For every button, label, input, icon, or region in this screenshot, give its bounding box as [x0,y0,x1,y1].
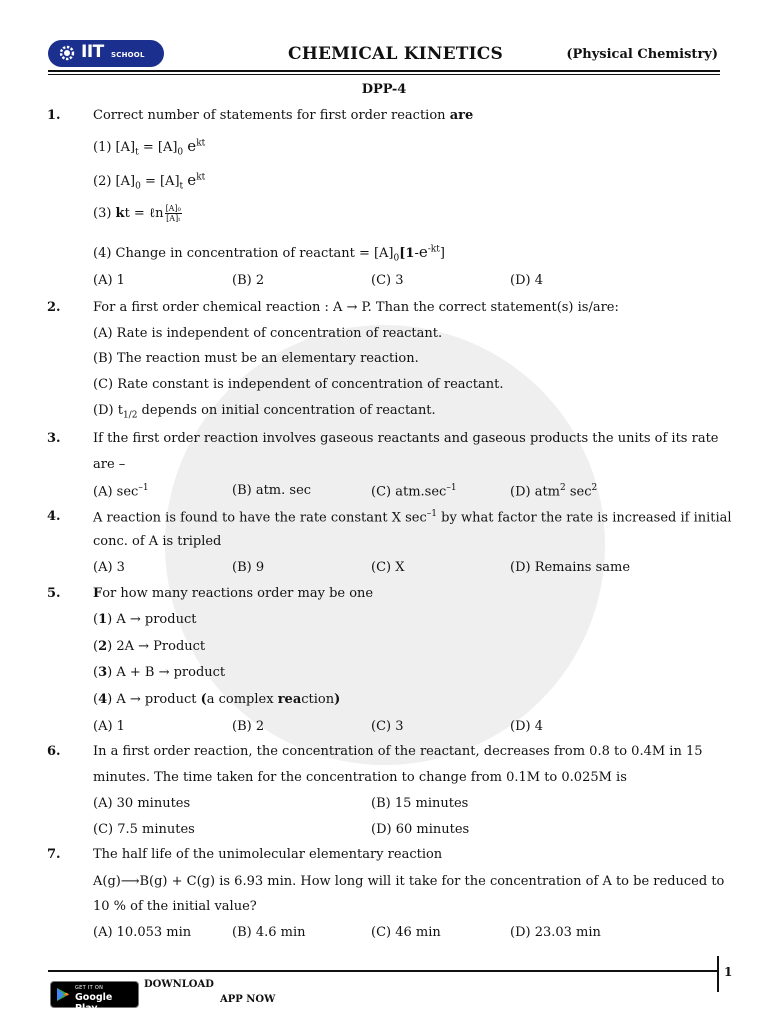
option-d: (D) 4 [510,719,543,734]
question-text: If the first order reaction involves gaseous reactants and gaseous products the units of its rate [93,431,719,446]
dpp-title: DPP-4 [361,82,407,97]
iit-school-logo [48,40,164,67]
question-text: For how many reactions order may be one [93,586,374,601]
page-title: CHEMICAL KINETICS [288,44,503,64]
statement-4: (4) A → product (a complex reaction) [93,692,341,707]
option-a: (A) 1 [93,273,125,288]
statement-1: (1) $[A]_t = [A]_0$ $e^{kt}$ [93,137,206,158]
option-a: (A) 30 minutes [93,796,191,811]
question-text: are – [93,457,126,472]
gear-icon [57,43,77,63]
option-a: (A) Rate is independent of concentration of reactant. [93,326,443,341]
option-b: (B) 2 [232,273,265,288]
question-text: Correct number of statements for first order reaction are [93,108,474,123]
question-text: 10 % of the initial value? [93,899,257,914]
logo-subtext: SCHOOL [111,51,145,59]
option-c: (C) 3 [371,273,404,288]
question-number: 3. [47,431,61,446]
app-now-label: APP NOW [220,994,276,1005]
google-play-badge[interactable] [50,981,139,1014]
option-b: (B) 4.6 min [232,925,306,940]
statement-1: (1) A → product [93,612,197,627]
question-text: For a first order chemical reaction : A → P. Than the correct statement(s) is/are: [93,300,619,315]
option-a: (A) $\sec^{-1}$ [93,483,149,500]
gplay-big-text: Google Play [75,992,113,1014]
download-label: DOWNLOAD [144,979,214,990]
option-c: (C) $atm.\sec^{-1}$ [371,483,457,500]
option-a: (A) 10.053 min [93,925,192,940]
option-c: (C) 3 [371,719,404,734]
question-text: conc. of A is tripled [93,534,222,549]
option-d: (D) 23.03 min [510,925,601,940]
option-b: (B) 2 [232,719,265,734]
option-b: (B) 9 [232,560,265,575]
question-text: A(g)⟶B(g) + C(g) is 6.93 min. How long will it take for the concentration of A to be reduced to [93,874,725,889]
question-text: A reaction is found to have the rate constant X $\sec^{-1}$ by what factor the rate is increased if initial [93,509,732,526]
question-number: 2. [47,300,61,315]
question-number: 5. [47,586,61,601]
header-rule-thin [48,74,720,75]
page-number: 1 [724,965,733,979]
question-number: 6. [47,744,61,759]
question-text: minutes. The time taken for the concentration to change from 0.1M to 0.025M is [93,770,627,785]
statement-2: (2) $[A]_0 = [A]_t$ $e^{kt}$ [93,171,206,192]
question-text: In a first order reaction, the concentration of the reactant, decreases from 0.8 to 0.4M in 15 [93,744,703,759]
option-c: (C) 7.5 minutes [93,822,195,837]
logo-text: IIT [81,42,104,62]
question-number: 4. [47,509,61,524]
statement-4: (4) Change in concentration of reactant = $[A]_0[1-e^{-kt}]$ [93,243,445,264]
option-a: (A) 1 [93,719,125,734]
footer-divider [717,956,719,992]
statement-3: (3) A + B → product [93,665,226,680]
option-b: (B) atm. sec [232,483,312,498]
question-text: The half life of the unimolecular elementary reaction [93,847,443,862]
option-d: (D) 60 minutes [371,822,470,837]
option-c: (C) Rate constant is independent of concentration of reactant. [93,377,504,392]
question-number: 7. [47,847,61,862]
option-d: (D) 4 [510,273,543,288]
option-a: (A) 3 [93,560,125,575]
question-number: 1. [47,108,61,123]
option-c: (C) X [371,560,405,575]
option-d: (D) Remains same [510,560,631,575]
header-rule-thick [48,70,720,72]
option-d: (D) atm$^2$ $\sec^2$ [510,483,598,500]
subject-label: (Physical Chemistry) [566,47,718,62]
fraction: $\frac{\text{[A]₀}}{\text{[A]ₜ}}$ [165,204,181,223]
option-c: (C) 46 min [371,925,441,940]
play-store-icon [56,987,70,1002]
option-b: (B) The reaction must be an elementary reaction. [93,351,419,366]
gplay-small-text: GET IT ON [75,985,104,991]
statement-3: (3) kt = ℓn $\frac{\text{[A]₀}}{\text{[A]ₜ}}$ [93,204,181,223]
statement-2: (2) 2A → Product [93,639,206,654]
option-b: (B) 15 minutes [371,796,469,811]
footer-rule [48,970,718,972]
header [48,40,720,72]
option-d: (D) $t_{1/2}$ depends on initial concentration of reactant. [93,403,436,421]
